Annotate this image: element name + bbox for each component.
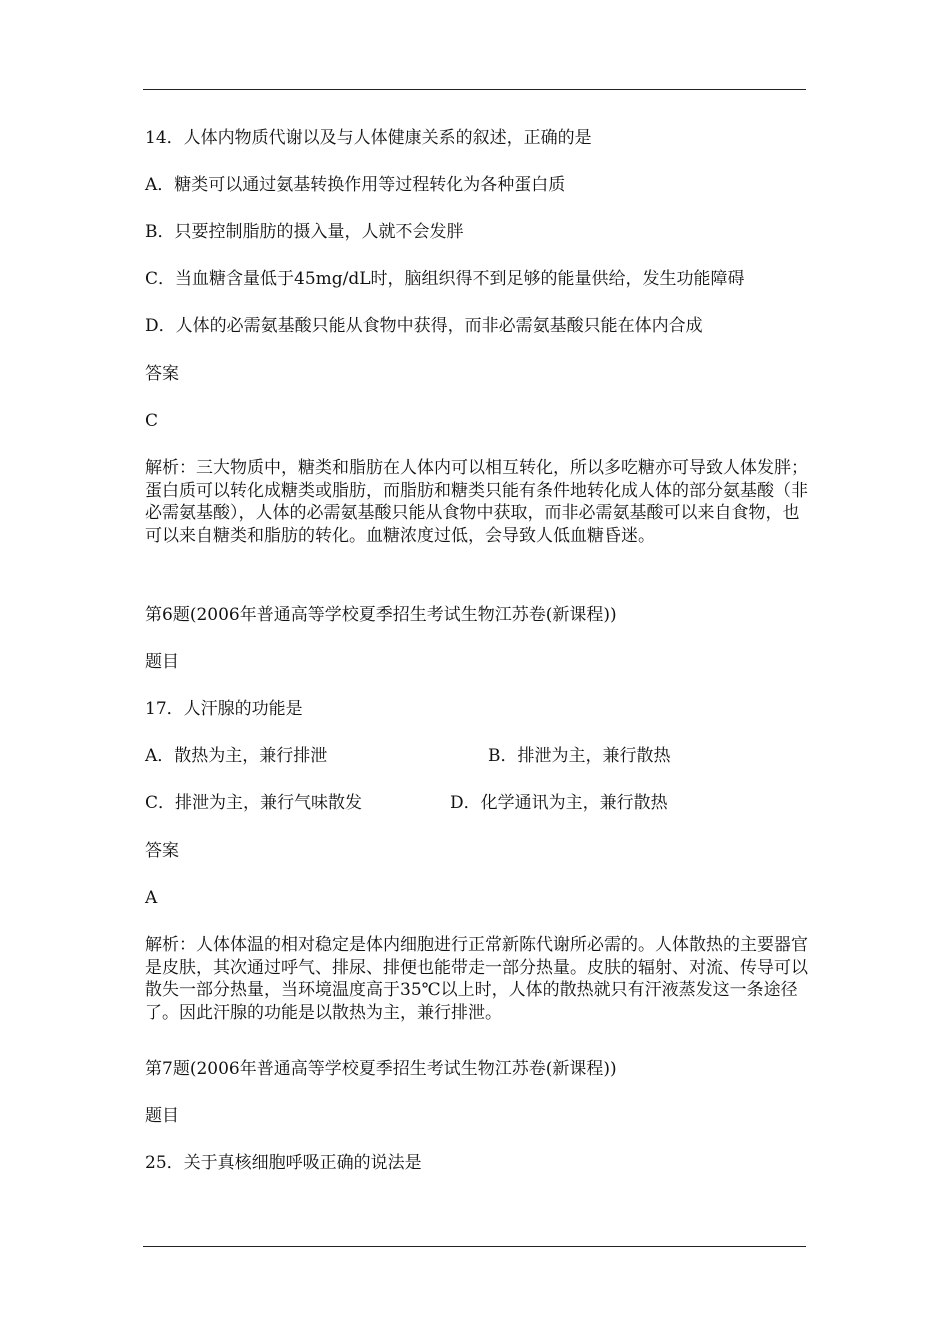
- explanation: 解析：三大物质中，糖类和脂肪在人体内可以相互转化，所以多吃糖亦可导致人体发胖；蛋白质可以转化成糖类或脂肪，而脂肪和糖类只能有条件地转化成人体的部分氨基酸（非必需氨基酸），人体的必需氨基酸只能从食物中获取，而非必需氨基酸可以来自食物，也可以来自糖类和脂肪的转化。血糖浓度过低，会导致人低血糖昏迷。: [145, 458, 808, 546]
- question-source: 第7题(2006年普通高等学校夏季招生考试生物江苏卷(新课程)): [145, 1059, 617, 1079]
- header-rule: [143, 89, 806, 90]
- option-b: B．排泄为主，兼行散热: [488, 746, 671, 766]
- answer-label: 答案: [145, 364, 179, 384]
- title-label: 题目: [145, 652, 179, 672]
- answer-value: A: [145, 888, 158, 908]
- question-25: 25．关于真核细胞呼吸正确的说法是: [145, 1153, 422, 1173]
- option-b: B．只要控制脂肪的摄入量，人就不会发胖: [145, 222, 464, 242]
- explanation: 解析：人体体温的相对稳定是体内细胞进行正常新陈代谢所必需的。人体散热的主要器官是皮肤，其次通过呼气、排尿、排便也能带走一部分热量。皮肤的辐射、对流、传导可以散失一部分热量，当环境温度高于35℃以上时，人体的散热就只有汗液蒸发这一条途径了。因此汗腺的功能是以散热为主，兼行排泄。: [145, 935, 808, 1023]
- option-a: A．糖类可以通过氨基转换作用等过程转化为各种蛋白质: [145, 175, 566, 195]
- option-c: C．当血糖含量低于45mg/dL时，脑组织得不到足够的能量供给，发生功能障碍: [145, 269, 745, 289]
- option-d: D．化学通讯为主，兼行散热: [450, 793, 668, 813]
- question-14: 14．人体内物质代谢以及与人体健康关系的叙述，正确的是: [145, 128, 592, 148]
- answer-label: 答案: [145, 841, 179, 861]
- option-c: C．排泄为主，兼行气味散发: [145, 793, 363, 813]
- question-17: 17．人汗腺的功能是: [145, 699, 303, 719]
- option-a: A．散热为主，兼行排泄: [145, 746, 328, 766]
- option-d: D．人体的必需氨基酸只能从食物中获得，而非必需氨基酸只能在体内合成: [145, 316, 703, 336]
- title-label: 题目: [145, 1106, 179, 1126]
- question-source: 第6题(2006年普通高等学校夏季招生考试生物江苏卷(新课程)): [145, 605, 617, 625]
- answer-value: C: [145, 411, 159, 431]
- footer-rule: [143, 1246, 806, 1247]
